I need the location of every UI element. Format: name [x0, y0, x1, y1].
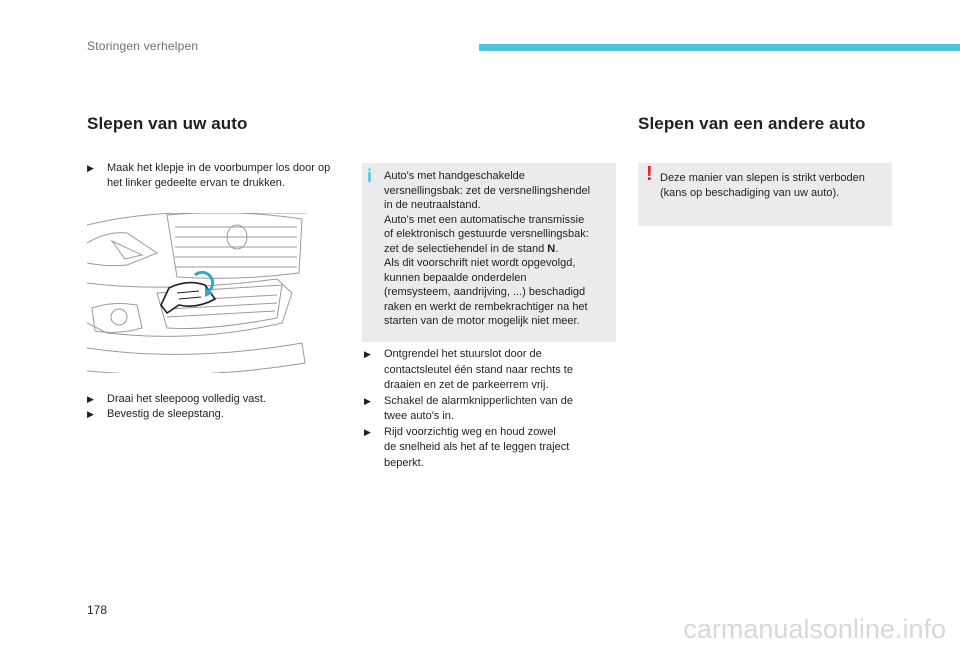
- middle-step-2-line: twee auto's in.: [384, 410, 454, 422]
- middle-step-3-line: beperkt.: [384, 456, 424, 469]
- middle-steps: [364, 347, 614, 471]
- left-step-2-text: Draai het sleepoog volledig vast.: [107, 393, 266, 405]
- info-line: Als dit voorschrift niet wordt opgevolgd,: [384, 257, 576, 269]
- warning-line: (kans op beschadiging van uw auto).: [660, 186, 840, 199]
- bumper-illustration: [87, 213, 310, 373]
- left-step-1-text: Maak het klepje in de voorbumper los door op het linker gedeelte ervan te drukken.: [107, 162, 331, 189]
- arrow-icon: ▶: [364, 426, 371, 437]
- warning-box: [638, 163, 892, 226]
- warning-line: Deze manier van slepen is strikt verboden: [660, 172, 865, 184]
- left-steps-2-3: [87, 392, 347, 422]
- left-step-1: [87, 161, 347, 191]
- middle-step-2-line: Schakel de alarmknipperlichten van de: [384, 394, 573, 407]
- watermark: carmanualsonline.info: [683, 614, 946, 644]
- middle-step-3-line: de snelheid als het af te leggen traject: [384, 441, 570, 453]
- warning-text: [660, 171, 890, 200]
- info-line: (remsysteem, aandrijving, ...) beschadigd: [384, 286, 586, 298]
- arrow-icon: ▶: [87, 163, 94, 173]
- middle-step-1-line: draaien en zet de parkeerrem vrij.: [384, 379, 549, 391]
- info-line: [384, 242, 614, 257]
- header-accent-bar: [479, 44, 960, 51]
- info-line-suffix: .: [555, 242, 559, 255]
- middle-step-1-line: Ontgrendel het stuurslot door de: [384, 348, 542, 360]
- info-line: kunnen bepaalde onderdelen: [384, 271, 527, 284]
- right-heading: Slepen van een andere auto: [638, 114, 866, 133]
- arrow-icon: ▶: [364, 349, 371, 359]
- info-line: in de neutraalstand.: [384, 199, 481, 211]
- info-line: Auto's met handgeschakelde: [384, 170, 525, 182]
- exclamation-icon: !: [646, 163, 653, 185]
- info-box: [362, 163, 616, 342]
- arrow-icon: ▶: [87, 409, 94, 419]
- info-box-text: [384, 169, 614, 329]
- left-heading: Slepen van uw auto: [87, 114, 248, 133]
- info-line-text: zet de selectiehendel in de stand: [384, 242, 548, 255]
- gear-position-n: N: [547, 242, 556, 255]
- info-line: of elektronisch gestuurde versnellingsbak:: [384, 228, 589, 240]
- section-title: Storingen verhelpen: [87, 39, 199, 53]
- arrow-icon: ▶: [364, 395, 371, 406]
- arrow-icon: ▶: [87, 394, 94, 404]
- middle-step-3-line: Rijd voorzichtig weg en houd zowel: [384, 425, 556, 438]
- left-step-3-text: Bevestig de sleepstang.: [107, 408, 224, 420]
- info-line: starten van de motor mogelijk niet meer.: [384, 315, 580, 327]
- info-line: versnellingsbak: zet de versnellingshendel: [384, 184, 591, 197]
- info-line: Auto's met een automatische transmissie: [384, 213, 585, 226]
- info-icon: i: [367, 166, 373, 186]
- middle-step-1-line: contactsleutel één stand naar rechts te: [384, 363, 573, 376]
- info-line: raken en werkt de rembekrachtiger na het: [384, 300, 588, 313]
- page-number: 178: [87, 603, 108, 617]
